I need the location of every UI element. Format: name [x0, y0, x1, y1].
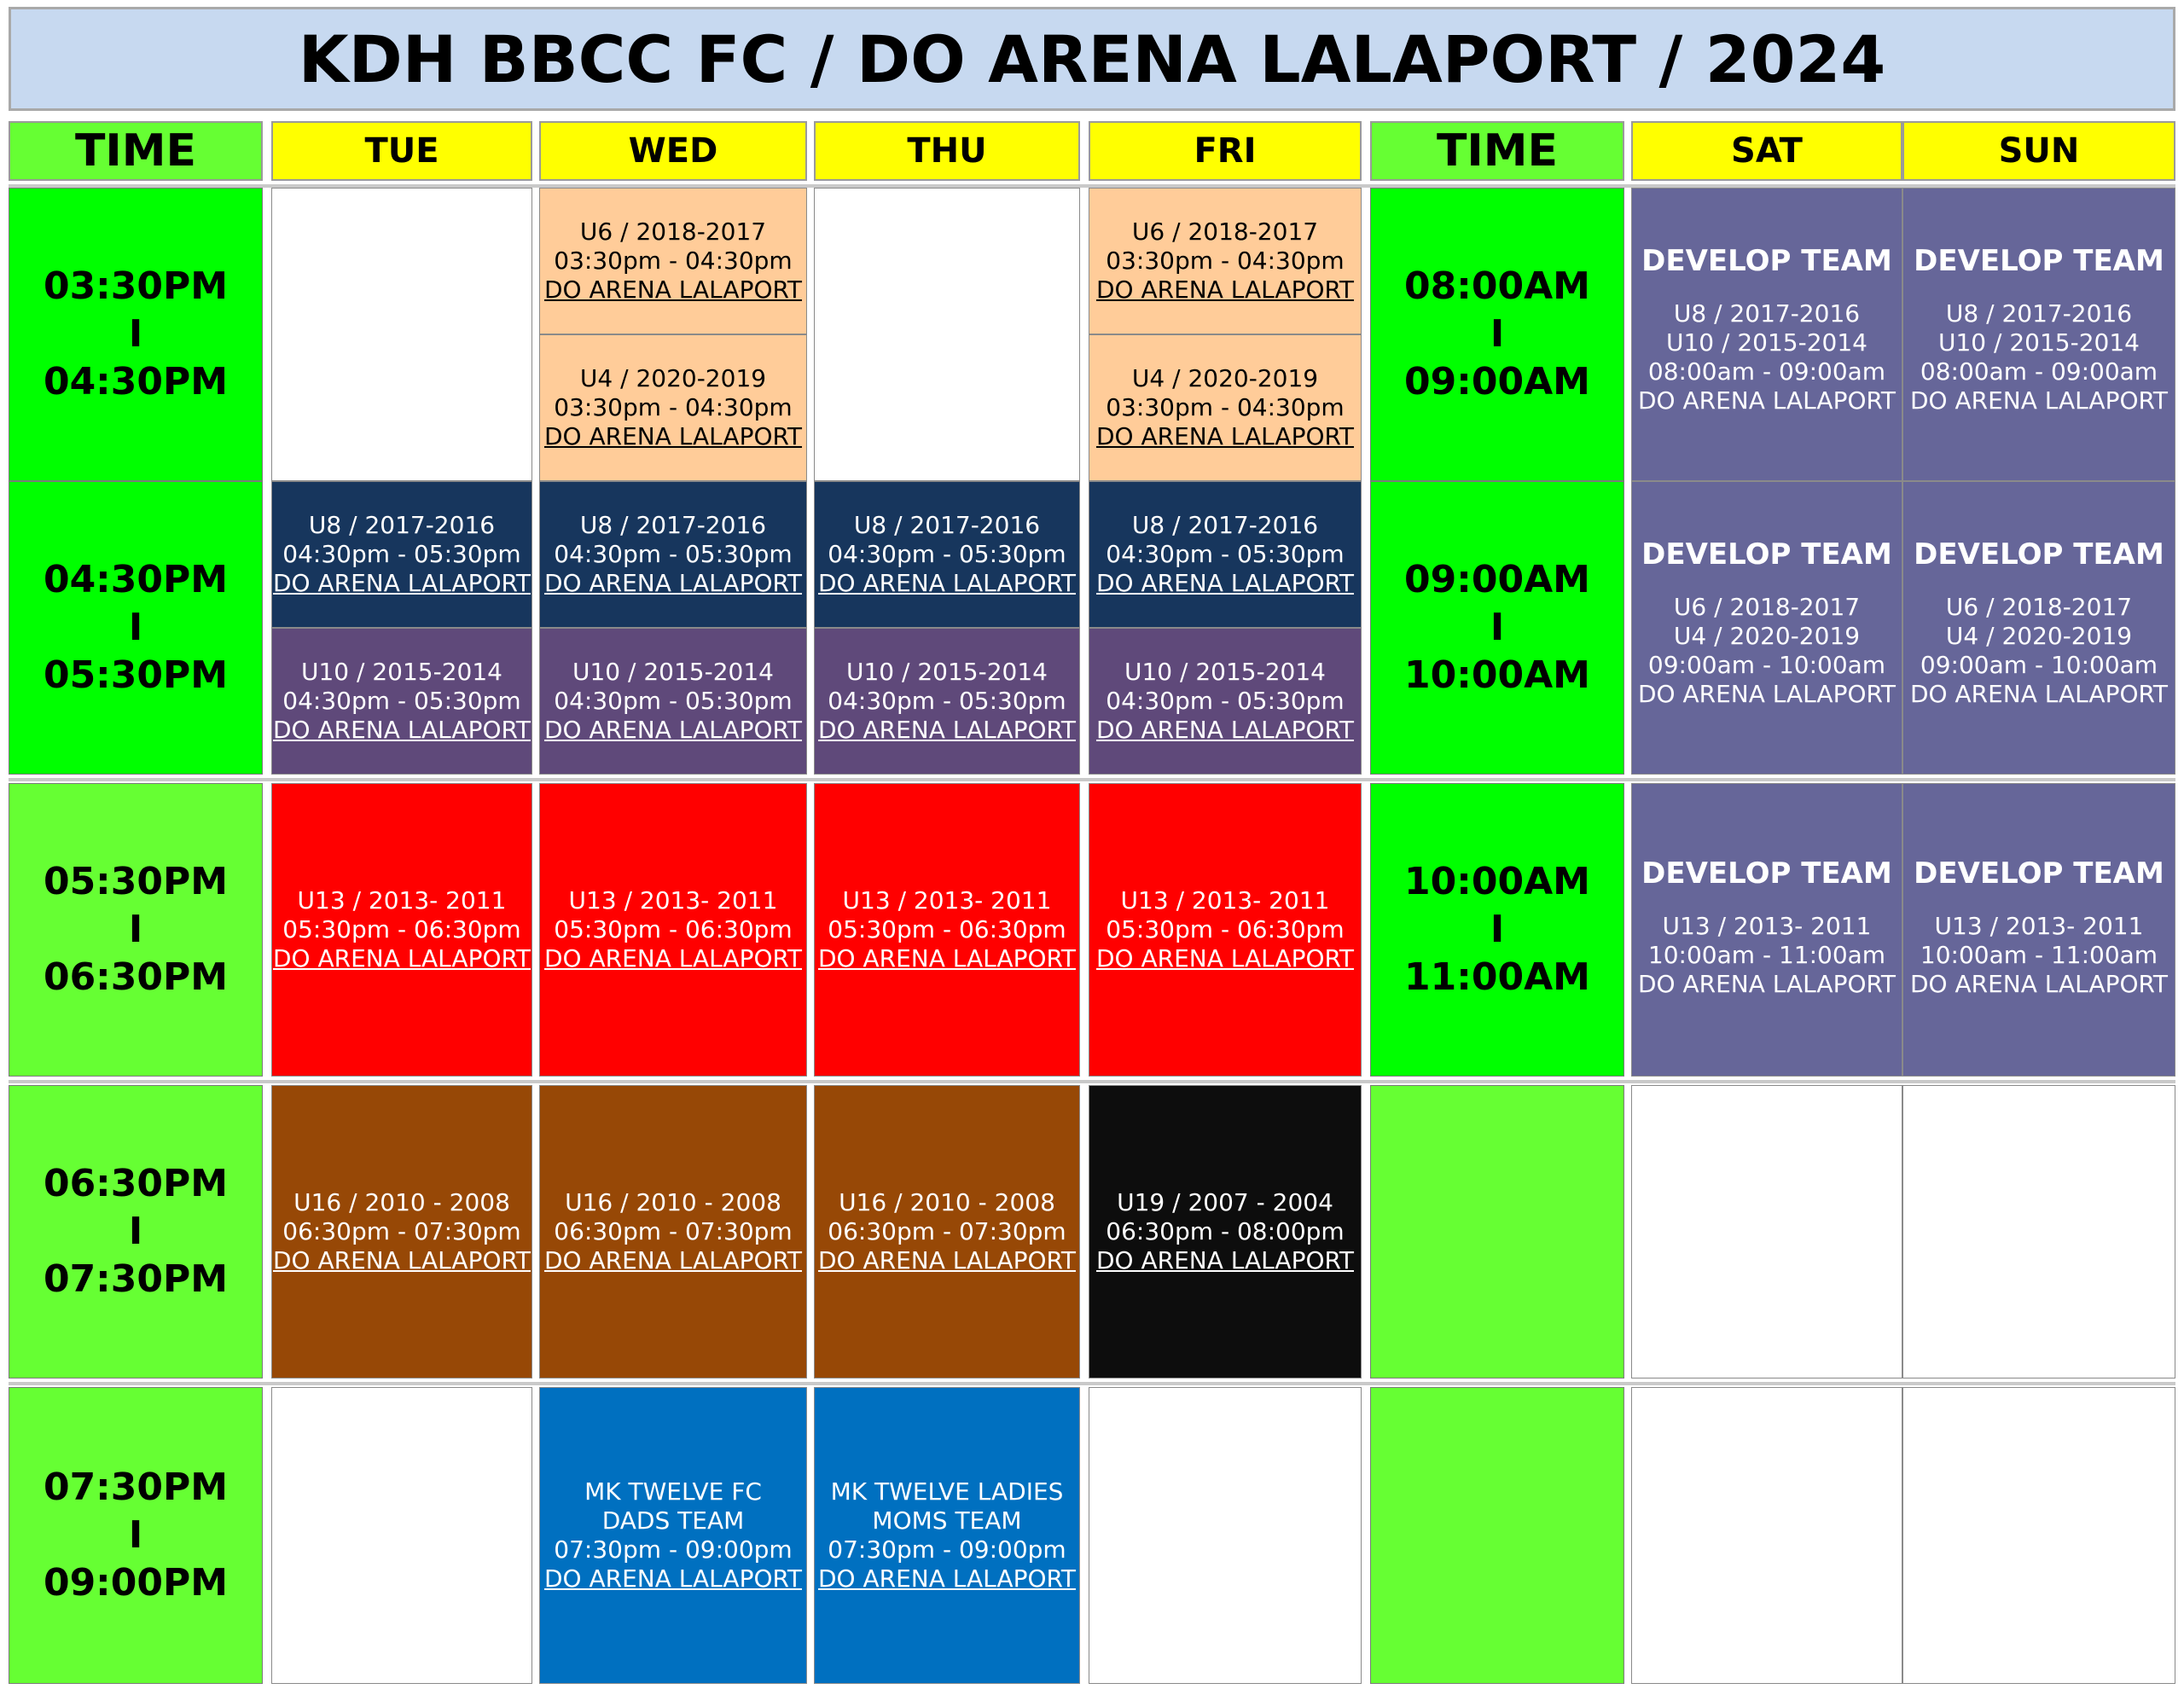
time-start: 10:00AM — [1404, 860, 1590, 903]
session-u13-wed — [539, 783, 807, 1077]
develop-location: DO ARENA LALAPORT — [1909, 680, 2169, 708]
session-location: DO ARENA LALAPORT — [272, 716, 531, 744]
session-team: U6 / 2018-2017 — [579, 218, 767, 246]
header-thu: THU — [814, 121, 1080, 181]
session-team: U10 / 2015-2014 — [572, 658, 774, 686]
time-start: 05:30PM — [43, 860, 229, 903]
session-location: DO ARENA LALAPORT — [543, 1246, 803, 1274]
develop-sun-3 — [1902, 783, 2175, 1077]
session-u19-fri — [1089, 1085, 1362, 1378]
session-u16-thu — [814, 1085, 1080, 1378]
row-divider — [9, 1080, 2175, 1083]
session-u16-tue — [271, 1085, 532, 1378]
time-start: 08:00AM — [1404, 264, 1590, 308]
time-end: 09:00AM — [1404, 360, 1590, 403]
develop-team: U6 / 2018-2017 — [1945, 593, 2133, 621]
header-sat: SAT — [1631, 121, 1902, 181]
header-sun: SUN — [1902, 121, 2175, 181]
session-u13-tue — [271, 783, 532, 1077]
session-team: MK TWELVE LADIES — [830, 1477, 1064, 1506]
session-time: 04:30pm - 05:30pm — [554, 687, 793, 715]
session-location: DO ARENA LALAPORT — [1095, 716, 1355, 744]
session-location: DO ARENA LALAPORT — [543, 422, 803, 450]
session-location: DO ARENA LALAPORT — [1095, 276, 1355, 304]
time-slot-weekend-1 — [1370, 188, 1624, 481]
session-u13-fri — [1089, 783, 1362, 1077]
develop-heading: DEVELOP TEAM — [1641, 856, 1892, 891]
session-time: 04:30pm - 05:30pm — [828, 540, 1066, 568]
session-u8-thu — [814, 481, 1080, 628]
session-moms-thu — [814, 1387, 1080, 1684]
session-team: U8 / 2017-2016 — [579, 511, 767, 539]
time-end: 05:30PM — [43, 653, 229, 697]
slot-empty — [1902, 1387, 2175, 1684]
session-team: U13 / 2013- 2011 — [842, 886, 1052, 914]
time-end: 11:00AM — [1404, 955, 1590, 999]
session-u10-wed — [539, 628, 807, 775]
develop-sun-2 — [1902, 481, 2175, 775]
time-slot-weekend-3 — [1370, 783, 1624, 1077]
session-time: 07:30pm - 09:00pm — [828, 1535, 1066, 1564]
time-slot-weekend-2 — [1370, 481, 1624, 775]
time-slot-weekend-empty — [1370, 1387, 1624, 1684]
develop-time: 10:00am - 11:00am — [1647, 941, 1886, 969]
session-u10-thu — [814, 628, 1080, 775]
slot-empty — [1631, 1387, 1902, 1684]
session-u4-fri — [1089, 334, 1362, 481]
session-u13-thu — [814, 783, 1080, 1077]
session-team: U13 / 2013- 2011 — [297, 886, 507, 914]
time-slot-weekday-4 — [9, 1085, 263, 1378]
time-separator: I — [1490, 908, 1505, 951]
time-separator: I — [128, 1210, 143, 1253]
session-team: U16 / 2010 - 2008 — [565, 1188, 781, 1216]
session-u10-fri — [1089, 628, 1362, 775]
session-time: 04:30pm - 05:30pm — [1106, 540, 1345, 568]
session-location: DO ARENA LALAPORT — [817, 944, 1077, 972]
develop-team: U6 / 2018-2017 — [1673, 593, 1861, 621]
session-u4-wed — [539, 334, 807, 481]
session-team: U10 / 2015-2014 — [301, 658, 502, 686]
develop-sat-2 — [1631, 481, 1902, 775]
session-location: DO ARENA LALAPORT — [543, 276, 803, 304]
time-separator: I — [1490, 312, 1505, 356]
develop-sat-3 — [1631, 783, 1902, 1077]
time-separator: I — [1490, 606, 1505, 649]
develop-heading: DEVELOP TEAM — [1914, 856, 2164, 891]
session-dads-wed — [539, 1387, 807, 1684]
develop-heading: DEVELOP TEAM — [1914, 244, 2164, 278]
header-time-left: TIME — [9, 121, 263, 181]
session-time: 06:30pm - 07:30pm — [828, 1217, 1066, 1245]
session-location: DO ARENA LALAPORT — [543, 944, 803, 972]
session-team: U10 / 2015-2014 — [846, 658, 1048, 686]
row-divider — [9, 1382, 2175, 1385]
session-u8-wed — [539, 481, 807, 628]
develop-team: U10 / 2015-2014 — [1938, 328, 2140, 357]
session-time: 04:30pm - 05:30pm — [828, 687, 1066, 715]
session-location: DO ARENA LALAPORT — [817, 716, 1077, 744]
session-location: DO ARENA LALAPORT — [272, 944, 531, 972]
session-time: 04:30pm - 05:30pm — [282, 540, 521, 568]
develop-sat-1 — [1631, 188, 1902, 481]
session-time: 05:30pm - 06:30pm — [1106, 915, 1345, 943]
session-location: DO ARENA LALAPORT — [1095, 1246, 1355, 1274]
session-u10-tue — [271, 628, 532, 775]
slot-empty — [271, 188, 532, 481]
session-location: DO ARENA LALAPORT — [817, 569, 1077, 597]
header-wed: WED — [539, 121, 807, 181]
session-team: U10 / 2015-2014 — [1124, 658, 1326, 686]
session-team: U16 / 2010 - 2008 — [839, 1188, 1055, 1216]
session-time: 04:30pm - 05:30pm — [282, 687, 521, 715]
session-u16-wed — [539, 1085, 807, 1378]
session-team: U8 / 2017-2016 — [308, 511, 496, 539]
session-time: 05:30pm - 06:30pm — [828, 915, 1066, 943]
session-time: 05:30pm - 06:30pm — [282, 915, 521, 943]
time-slot-weekday-5 — [9, 1387, 263, 1684]
time-slot-weekday-1 — [9, 188, 263, 481]
develop-location: DO ARENA LALAPORT — [1637, 680, 1896, 708]
session-time: 06:30pm - 07:30pm — [282, 1217, 521, 1245]
develop-heading: DEVELOP TEAM — [1914, 537, 2164, 572]
develop-team: U10 / 2015-2014 — [1666, 328, 1867, 357]
session-team: U4 / 2020-2019 — [579, 364, 767, 392]
session-team: U13 / 2013- 2011 — [568, 886, 778, 914]
time-slot-weekday-3 — [9, 783, 263, 1077]
session-team: U6 / 2018-2017 — [1131, 218, 1319, 246]
session-time: 06:30pm - 08:00pm — [1106, 1217, 1345, 1245]
develop-location: DO ARENA LALAPORT — [1909, 386, 2169, 415]
time-end: 04:30PM — [43, 360, 229, 403]
time-start: 07:30PM — [43, 1466, 229, 1509]
header-tue: TUE — [271, 121, 532, 181]
time-slot-weekday-2 — [9, 481, 263, 775]
session-u6-fri — [1089, 188, 1362, 334]
session-time: 03:30pm - 04:30pm — [1106, 247, 1345, 275]
session-team: U19 / 2007 - 2004 — [1117, 1188, 1333, 1216]
session-location: DO ARENA LALAPORT — [272, 1246, 531, 1274]
develop-heading: DEVELOP TEAM — [1641, 244, 1892, 278]
session-time: 06:30pm - 07:30pm — [554, 1217, 793, 1245]
session-location: DO ARENA LALAPORT — [1095, 569, 1355, 597]
session-location: DO ARENA LALAPORT — [817, 1246, 1077, 1274]
session-u6-wed — [539, 188, 807, 334]
develop-team: U4 / 2020-2019 — [1945, 622, 2133, 650]
session-location: DO ARENA LALAPORT — [543, 1564, 803, 1593]
develop-time: 10:00am - 11:00am — [1920, 941, 2158, 969]
session-location: DO ARENA LALAPORT — [543, 569, 803, 597]
develop-sun-1 — [1902, 188, 2175, 481]
develop-time: 09:00am - 10:00am — [1647, 651, 1886, 679]
session-team-sub: DADS TEAM — [601, 1506, 745, 1535]
develop-team: U4 / 2020-2019 — [1673, 622, 1861, 650]
header-fri: FRI — [1089, 121, 1362, 181]
time-end: 07:30PM — [43, 1257, 229, 1301]
slot-empty — [271, 1387, 532, 1684]
session-time: 07:30pm - 09:00pm — [554, 1535, 793, 1564]
slot-empty — [1631, 1085, 1902, 1378]
session-time: 04:30pm - 05:30pm — [1106, 687, 1345, 715]
session-team: MK TWELVE FC — [584, 1477, 762, 1506]
develop-location: DO ARENA LALAPORT — [1909, 970, 2169, 998]
session-u8-fri — [1089, 481, 1362, 628]
slot-empty — [814, 188, 1080, 481]
session-team: U13 / 2013- 2011 — [1120, 886, 1330, 914]
time-start: 09:00AM — [1404, 558, 1590, 601]
session-time: 03:30pm - 04:30pm — [1106, 393, 1345, 421]
session-team-sub: MOMS TEAM — [872, 1506, 1022, 1535]
time-separator: I — [128, 1513, 143, 1557]
session-location: DO ARENA LALAPORT — [1095, 944, 1355, 972]
session-location: DO ARENA LALAPORT — [272, 569, 531, 597]
page-title: KDH BBCC FC / DO ARENA LALAPORT / 2024 — [9, 7, 2175, 111]
time-separator: I — [128, 606, 143, 649]
time-separator: I — [128, 908, 143, 951]
session-location: DO ARENA LALAPORT — [1095, 422, 1355, 450]
session-location: DO ARENA LALAPORT — [817, 1564, 1077, 1593]
develop-heading: DEVELOP TEAM — [1641, 537, 1892, 572]
develop-team: U8 / 2017-2016 — [1945, 299, 2133, 328]
develop-location: DO ARENA LALAPORT — [1637, 386, 1896, 415]
time-end: 06:30PM — [43, 955, 229, 999]
slot-empty — [1902, 1085, 2175, 1378]
develop-team: U13 / 2013- 2011 — [1662, 912, 1872, 940]
time-end: 09:00PM — [43, 1561, 229, 1605]
session-u8-tue — [271, 481, 532, 628]
time-end: 10:00AM — [1404, 653, 1590, 697]
session-team: U8 / 2017-2016 — [1131, 511, 1319, 539]
develop-team: U13 / 2013- 2011 — [1934, 912, 2144, 940]
develop-team: U8 / 2017-2016 — [1673, 299, 1861, 328]
time-separator: I — [128, 312, 143, 356]
develop-time: 09:00am - 10:00am — [1920, 651, 2158, 679]
develop-time: 08:00am - 09:00am — [1647, 357, 1886, 386]
time-slot-weekend-empty — [1370, 1085, 1624, 1378]
session-team: U8 / 2017-2016 — [853, 511, 1041, 539]
time-start: 03:30PM — [43, 264, 229, 308]
develop-location: DO ARENA LALAPORT — [1637, 970, 1896, 998]
time-start: 04:30PM — [43, 558, 229, 601]
row-divider — [9, 778, 2175, 781]
session-time: 03:30pm - 04:30pm — [554, 393, 793, 421]
session-time: 03:30pm - 04:30pm — [554, 247, 793, 275]
slot-empty — [1089, 1387, 1362, 1684]
develop-time: 08:00am - 09:00am — [1920, 357, 2158, 386]
time-start: 06:30PM — [43, 1162, 229, 1205]
session-team: U16 / 2010 - 2008 — [293, 1188, 510, 1216]
header-time-right: TIME — [1370, 121, 1624, 181]
session-time: 04:30pm - 05:30pm — [554, 540, 793, 568]
session-time: 05:30pm - 06:30pm — [554, 915, 793, 943]
session-team: U4 / 2020-2019 — [1131, 364, 1319, 392]
session-location: DO ARENA LALAPORT — [543, 716, 803, 744]
